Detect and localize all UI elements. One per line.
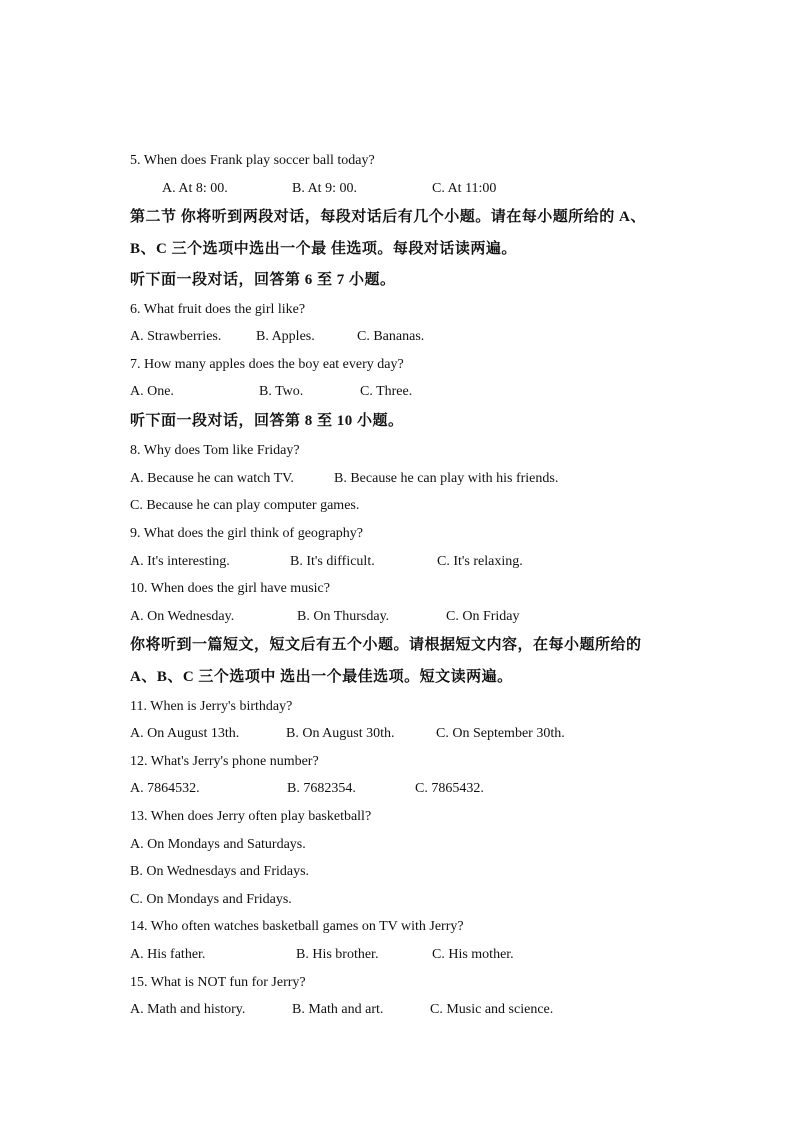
option-b: B. 7682354. — [287, 781, 356, 796]
question-15: 15. What is NOT fun for Jerry? — [130, 975, 306, 990]
option-a: A. On Wednesday. — [130, 609, 235, 624]
option-c: C. Music and science. — [430, 1002, 554, 1017]
option-a: A. At 8: 00. — [162, 181, 228, 196]
section-3-instruction-line-1: 你将听到一篇短文，短文后有五个小题。请根据短文内容，在每小题所给的 — [130, 637, 642, 653]
option-c: C. On Mondays and Fridays. — [130, 892, 292, 907]
option-b: B. At 9: 00. — [292, 181, 357, 196]
option-b: B. It's difficult. — [290, 554, 375, 569]
option-a: A. His father. — [130, 947, 206, 962]
option-a: A. On August 13th. — [130, 726, 240, 741]
option-c: C. Because he can play computer games. — [130, 498, 360, 513]
option-b: B. Apples. — [256, 329, 315, 344]
option-a: A. 7864532. — [130, 781, 200, 796]
option-c: C. Three. — [360, 384, 413, 399]
question-5: 5. When does Frank play soccer ball today? — [130, 153, 375, 168]
option-c: C. On Friday — [446, 609, 520, 624]
question-11: 11. When is Jerry's birthday? — [130, 699, 293, 714]
option-b: B. His brother. — [296, 947, 379, 962]
question-6: 6. What fruit does the girl like? — [130, 302, 306, 317]
question-14: 14. Who often watches basketball games on TV with Jerry? — [130, 919, 464, 934]
option-b: B. On August 30th. — [286, 726, 395, 741]
option-c: C. 7865432. — [415, 781, 484, 796]
question-13: 13. When does Jerry often play basketball? — [130, 809, 372, 824]
section-2-instruction-line-2: B、C 三个选项中选出一个最 佳选项。每段对话读两遍。 — [130, 241, 517, 257]
instruction-questions-8-10: 听下面一段对话，回答第 8 至 10 小题。 — [130, 413, 404, 429]
section-3-instruction-line-2: A、B、C 三个选项中 选出一个最佳选项。短文读两遍。 — [130, 669, 513, 685]
question-10: 10. When does the girl have music? — [130, 581, 330, 596]
option-a: A. Math and history. — [130, 1002, 246, 1017]
instruction-questions-6-7: 听下面一段对话，回答第 6 至 7 小题。 — [130, 272, 396, 288]
option-a: A. Because he can watch TV. — [130, 471, 294, 486]
option-b: B. Because he can play with his friends. — [334, 471, 559, 486]
question-9: 9. What does the girl think of geography? — [130, 526, 364, 541]
question-8: 8. Why does Tom like Friday? — [130, 443, 300, 458]
option-a: A. One. — [130, 384, 174, 399]
option-c: C. Bananas. — [357, 329, 425, 344]
question-7: 7. How many apples does the boy eat every day? — [130, 357, 404, 372]
section-2-instruction-line-1: 第二节 你将听到两段对话，每段对话后有几个小题。请在每小题所给的 A、 — [130, 209, 646, 225]
option-b: B. On Wednesdays and Fridays. — [130, 864, 310, 879]
option-a: A. On Mondays and Saturdays. — [130, 837, 306, 852]
option-c: C. At 11:00 — [432, 181, 497, 196]
option-b: B. On Thursday. — [297, 609, 390, 624]
option-c: C. His mother. — [432, 947, 514, 962]
question-12: 12. What's Jerry's phone number? — [130, 754, 319, 769]
option-c: C. On September 30th. — [436, 726, 565, 741]
option-a: A. Strawberries. — [130, 329, 222, 344]
option-c: C. It's relaxing. — [437, 554, 523, 569]
option-b: B. Math and art. — [292, 1002, 384, 1017]
option-a: A. It's interesting. — [130, 554, 230, 569]
option-b: B. Two. — [259, 384, 304, 399]
